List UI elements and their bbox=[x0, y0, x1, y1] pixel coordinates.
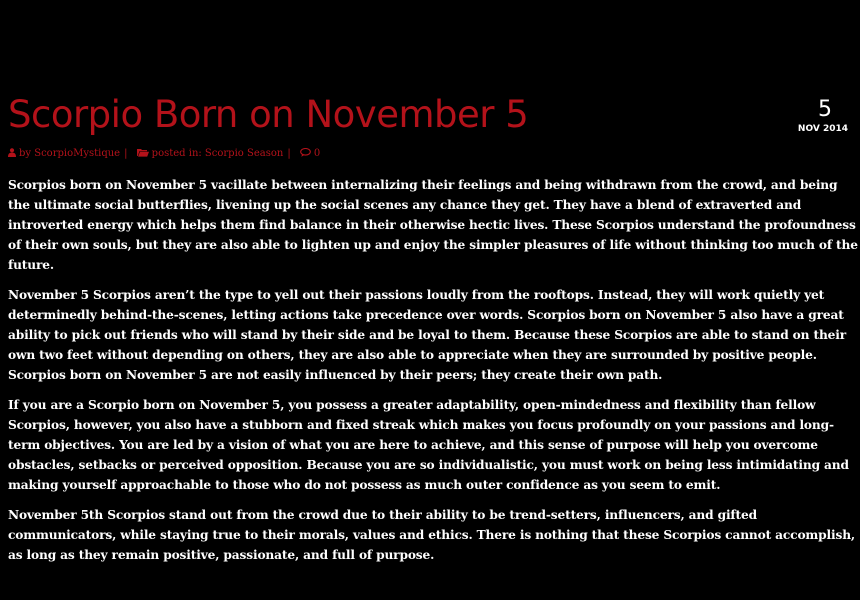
post-date-month-year: NOV 2014 bbox=[797, 124, 848, 134]
user-icon bbox=[8, 148, 19, 159]
post-paragraph: Scorpios born on November 5 vacillate between internalizing their feelings and being withdrawn from the crowd, and being the ultimate social butterflies, livening up the social scenes any chance they get. They have a blend of extraverted and introverted energy which helps them find balance in their otherwise hectic lives. These Scorpios understand the profoundness of their own souls, but they are also able to lighten up and enjoy the simpler pleasures of life without thinking too much of the future. bbox=[8, 178, 858, 272]
post-comments-link[interactable]: 0 bbox=[313, 148, 321, 159]
post-paragraph: November 5 Scorpios aren’t the type to yell out their passions loudly from the rooftops. Instead, they will work quietly yet determinedly behind-the-scenes, letting actions take precedence over words. Scorpios born on November 5 also have a great ability to pick out friends who will stand by their side and be loyal to them. Because these Scorpios are able to stand on their own two feet without depending on others, they are also able to appreciate when they are surrounded by positive people. Scorpios born on November 5 are not easily influenced by their peers; they create their own path. bbox=[8, 288, 847, 382]
post-paragraph: November 5th Scorpios stand out from the crowd due to their ability to be trend-setters, influencers, and gifted communicators, while staying true to their morals, values and ethics. There is nothing that these Scorpios cannot accomplish, as long as they remain positive, passionate, and full of purpose. bbox=[8, 508, 856, 562]
post-title[interactable]: Scorpio Born on November 5 bbox=[8, 93, 529, 136]
post-date bbox=[788, 98, 848, 136]
meta-separator: | bbox=[287, 148, 291, 159]
post-date-day: 5 bbox=[818, 97, 832, 122]
post-category-link[interactable]: posted in: Scorpio Season bbox=[151, 148, 284, 159]
meta-separator: | bbox=[124, 148, 128, 159]
comment-icon bbox=[300, 148, 314, 159]
folder-icon bbox=[137, 148, 152, 159]
post-author-link[interactable]: by ScorpioMystique bbox=[19, 148, 121, 159]
post-content bbox=[8, 175, 858, 575]
post-paragraph: If you are a Scorpio born on November 5, you possess a greater adaptability, open-mindedness and flexibility than fellow Scorpios, however, you also have a stubborn and fixed streak which makes you focus profoundly on your passions and long-term objectives. You are led by a vision of what you are here to achieve, and this sense of purpose will help you overcome obstacles, setbacks or perceived opposition. Because you are so individualistic, you must work on being less intimidating and making yourself approachable to those who do not possess as much outer confidence as you seem to emit. bbox=[8, 398, 849, 492]
post-meta bbox=[8, 147, 320, 161]
